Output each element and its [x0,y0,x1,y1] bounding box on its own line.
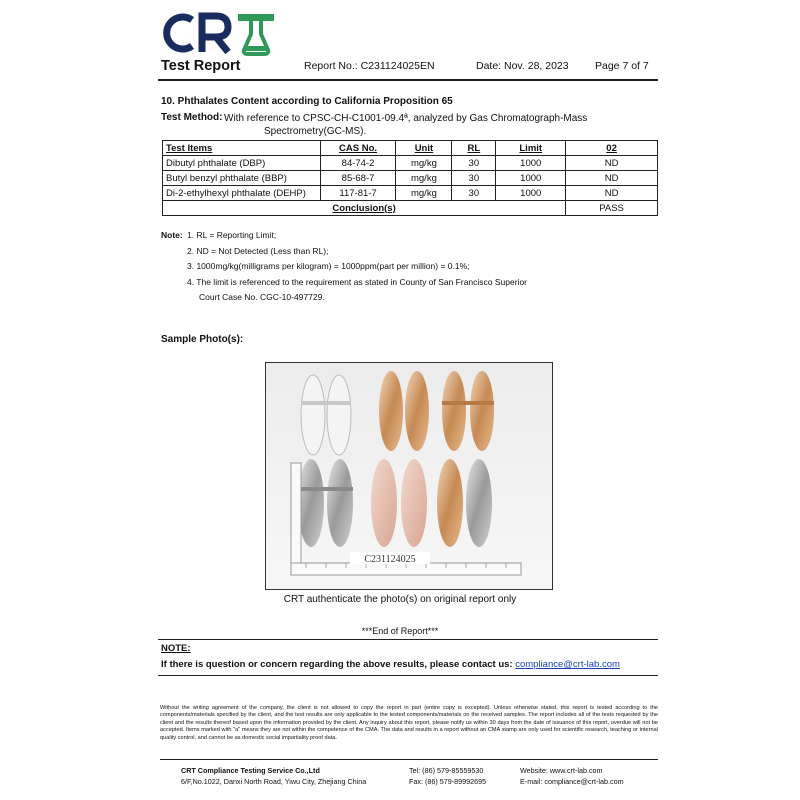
footer-tel: Tel: (86) 579-85559530 [409,766,484,775]
bottom-note-label: NOTE: [161,643,191,654]
sample-photo [265,362,553,590]
header-divider [158,79,658,81]
note-item: 3. 1000mg/kg(milligrams per kilogram) = 1000ppm(part per million) = 0.1%; [187,261,470,271]
cell-unit: mg/kg [396,171,452,186]
header-cas-no: CAS No. [320,141,396,156]
footer-fax: Fax: (86) 579-89992695 [409,777,487,786]
cell-result: ND [566,171,658,186]
header-test-items: Test Items [163,141,321,156]
notes-block [161,228,527,306]
bottom-note-message: If there is question or concern regarding the above results, please contact us: [161,659,513,670]
cell-cas: 84-74-2 [320,156,396,171]
cell-item: Butyl benzyl phthalate (BBP) [163,171,321,186]
note-divider [158,639,658,640]
cell-item: Dibutyl phthalate (DBP) [163,156,321,171]
cell-unit: mg/kg [396,156,452,171]
sample-photos-title: Sample Photo(s): [161,334,244,345]
note-item: 2. ND = Not Detected (Less than RL); [187,245,329,256]
note-item: 4. The limit is referenced to the requirement as stated in County of San Francisco Superior [187,276,528,287]
conclusion-row [163,201,658,216]
footer-website[interactable]: Website: www.crt-lab.com [520,766,603,775]
table-row [163,186,658,201]
test-method-label: Test Method: [161,112,223,123]
cell-limit: 1000 [496,186,566,201]
note-item: 1. RL = Reporting Limit; [187,230,277,240]
notes-label: Note: [161,230,183,240]
conclusion-value: PASS [566,201,658,216]
test-method-line2: Spectrometry(GC-MS). [264,126,367,137]
footer-company [181,765,366,787]
section-title: 10. Phthalates Content according to California Proposition 65 [161,96,453,107]
report-date: Date: Nov. 28, 2023 [476,60,569,72]
company-name: CRT Compliance Testing Service Co.,Ltd [181,766,320,775]
footer-divider [160,759,658,760]
cell-result: ND [566,186,658,201]
header-sample-02: 02 [566,141,658,156]
test-method-line1: With reference to CPSC-CH-C1001-09.4ª, analyzed by Gas Chromatograph-Mass [224,113,588,124]
crt-logo [158,8,278,58]
note-item-continuation: Court Case No. CGC-10-497729. [199,292,325,302]
photo-caption: CRT authenticate the photo(s) on original report only [283,594,517,605]
cell-item: Di-2-ethylhexyl phthalate (DEHP) [163,186,321,201]
end-of-report: ***End of Report*** [361,626,439,636]
table-header-row [163,141,658,156]
cell-rl: 30 [452,171,496,186]
header-rl: RL [452,141,496,156]
footer-web [520,765,624,787]
cell-result: ND [566,156,658,171]
cell-rl: 30 [452,156,496,171]
note-divider-bottom [158,675,658,676]
header-limit: Limit [496,141,566,156]
cell-unit: mg/kg [396,186,452,201]
report-title: Test Report [161,58,241,74]
cell-rl: 30 [452,186,496,201]
header-unit: Unit [396,141,452,156]
footer-email[interactable]: E-mail: compliance@crt-lab.com [520,777,624,786]
conclusion-label: Conclusion(s) [163,201,566,216]
cell-cas: 85-68-7 [320,171,396,186]
page-number: Page 7 of 7 [595,60,649,72]
footer-contact [409,765,486,787]
cell-cas: 117-81-7 [320,186,396,201]
table-row [163,156,658,171]
company-address: 6/F,No.1022, Danxi North Road, Yiwu City, Zhejiang China [181,777,367,786]
table-row [163,171,658,186]
report-number: Report No.: C231124025EN [304,60,435,72]
cell-limit: 1000 [496,171,566,186]
results-table [162,140,658,216]
cell-limit: 1000 [496,156,566,171]
disclaimer-text: Without the writing agreement of the company, the client is not allowed to copy the report in part (entire copy is excepted). Unless otherwise stated, this report is tested according to the components/materials specified by the client, and the test results are only applicable to the tested components/materials on the received samples. The report includes all of the tests requested by the client and the results thereof based upon the information provided by the client. Any inquiry about this report, please notify us within 30 days from the date of issuance of this report, overdue will not be accepted. Items marked with "a" means they are not within the competence of the CMA. The data and results in a report without an CMA stamp are only used for scientific research, teaching or internal quality control, and cannot be as domestic social impartiality proof data. [160,705,658,741]
bottom-note-text [161,659,620,670]
sample-code-label: C231124025 [364,554,416,565]
test-method-text [224,112,664,138]
compliance-email-link[interactable]: compliance@crt-lab.com [515,659,620,670]
